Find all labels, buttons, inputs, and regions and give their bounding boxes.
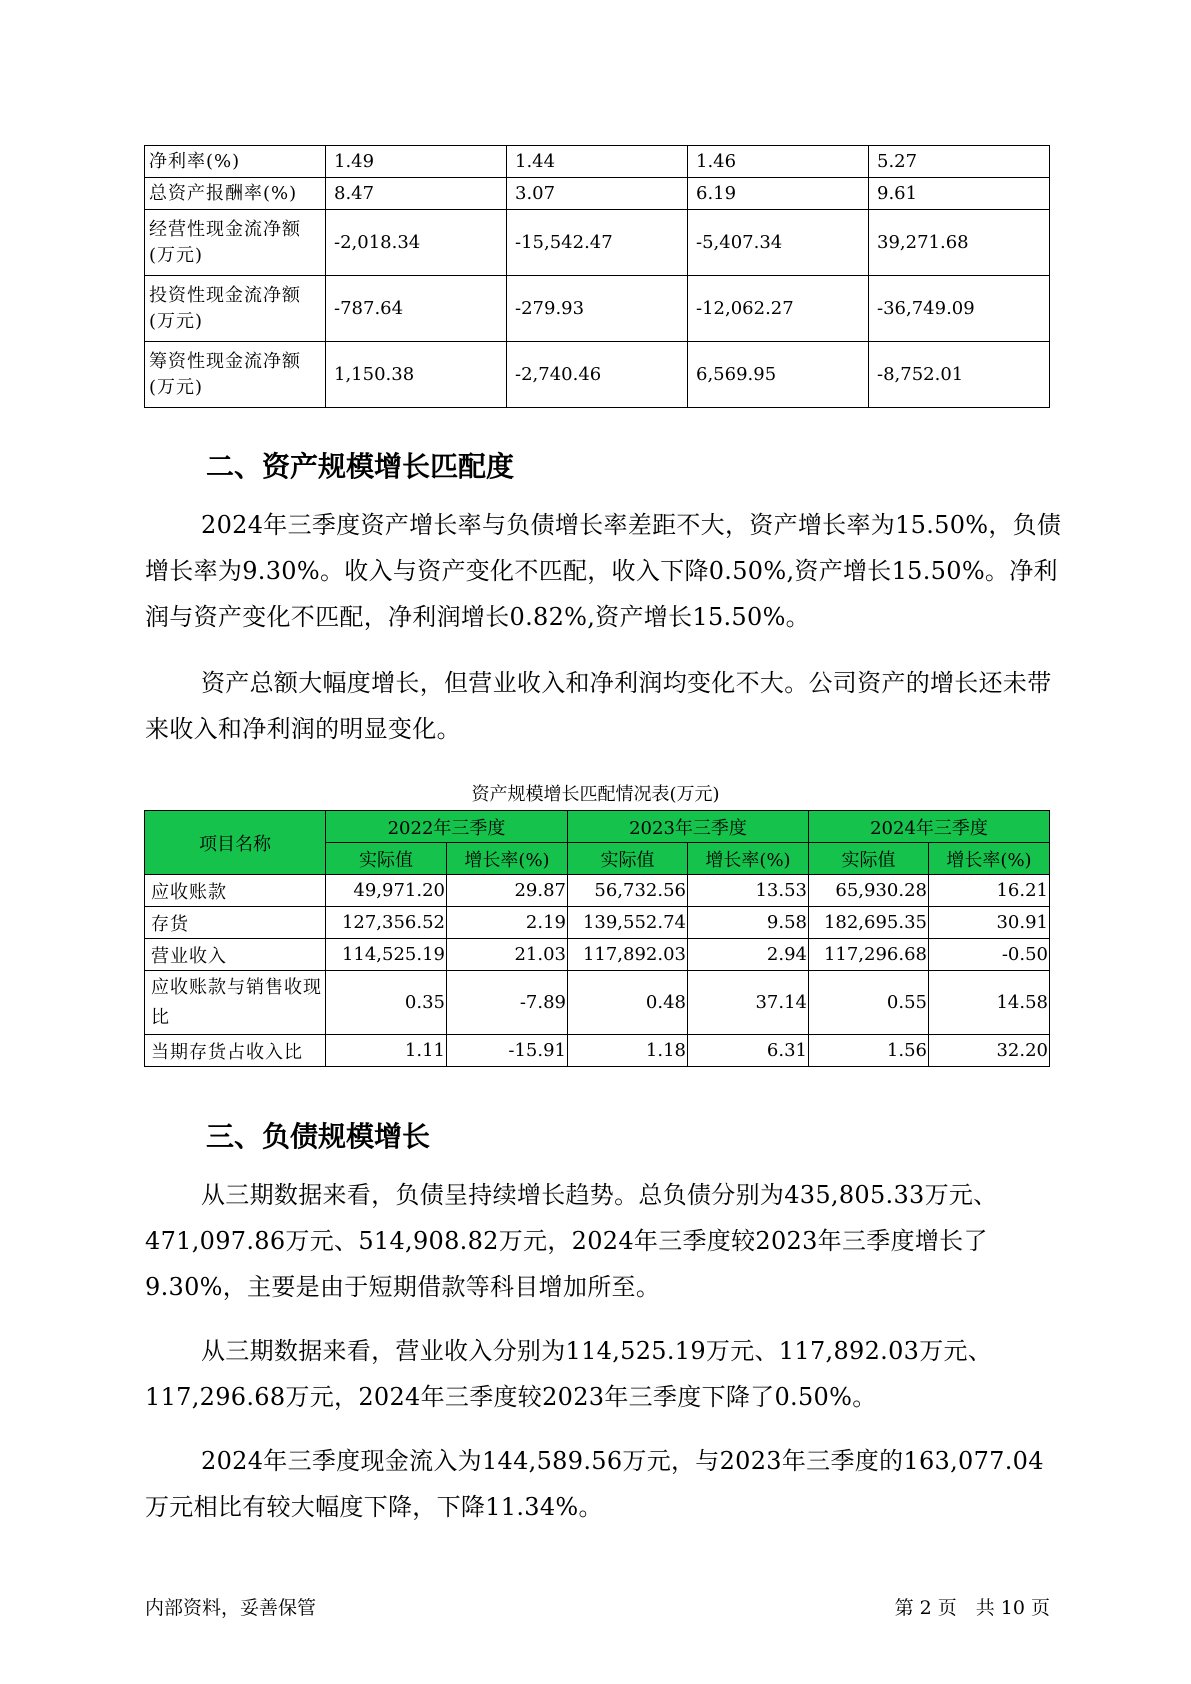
- header-row: [145, 811, 1050, 843]
- table-cell: 49,971.20: [326, 875, 447, 907]
- table-row: [145, 1035, 1050, 1067]
- table-row: [145, 276, 1050, 342]
- table-row: [145, 342, 1050, 408]
- table-cell: 1.44: [507, 146, 688, 178]
- row-label: 营业收入: [145, 939, 326, 971]
- table-cell: 2.19: [447, 907, 568, 939]
- table-cell: 13.53: [688, 875, 809, 907]
- table-row: [145, 146, 1050, 178]
- table-cell: -787.64: [326, 276, 507, 342]
- row-label: 当期存货占收入比: [145, 1035, 326, 1067]
- table-cell: 8.47: [326, 178, 507, 210]
- table-row: [145, 907, 1050, 939]
- table-row: [145, 178, 1050, 210]
- footer-page-number: 第 2 页 共 10 页: [894, 1597, 1050, 1619]
- row-label: 存货: [145, 907, 326, 939]
- section-heading: 三、负债规模增长: [206, 1120, 431, 1153]
- table-row: [145, 875, 1050, 907]
- table-cell: 9.61: [869, 178, 1050, 210]
- table-cell: 1,150.38: [326, 342, 507, 408]
- period-header: 2022年三季度: [326, 811, 568, 843]
- body-paragraph: 2024年三季度现金流入为144,589.56万元，与2023年三季度的163,077.04万元相比有较大幅度下降，下降11.34%。: [145, 1447, 1044, 1521]
- body-paragraph: 2024年三季度资产增长率与负债增长率差距不大，资产增长率为15.50%，负债增长率为9.30%。收入与资产变化不匹配，收入下降0.50%,资产增长15.50%。净利润与资产变化不匹配，净利润增长0.82%,资产增长15.50%。: [145, 511, 1062, 631]
- column-header: 实际值: [809, 843, 929, 875]
- table-cell: 65,930.28: [809, 875, 929, 907]
- table-cell: 0.48: [568, 971, 688, 1035]
- table-caption: 资产规模增长匹配情况表(万元): [471, 784, 720, 805]
- table-cell: 2.94: [688, 939, 809, 971]
- row-label: 应收账款: [145, 875, 326, 907]
- table-cell: -2,740.46: [507, 342, 688, 408]
- table-cell: -12,062.27: [688, 276, 869, 342]
- table-cell: -15,542.47: [507, 210, 688, 276]
- table-cell: 0.35: [326, 971, 447, 1035]
- table-cell: -279.93: [507, 276, 688, 342]
- column-header: 实际值: [326, 843, 447, 875]
- table-cell: 37.14: [688, 971, 809, 1035]
- table-cell: -7.89: [447, 971, 568, 1035]
- row-label: 经营性现金流净额(万元): [145, 210, 326, 276]
- row-label: 筹资性现金流净额(万元): [145, 342, 326, 408]
- financial-metrics-table: [144, 145, 1050, 408]
- table-cell: 39,271.68: [869, 210, 1050, 276]
- table-cell: -2,018.34: [326, 210, 507, 276]
- body-paragraph: 从三期数据来看，负债呈持续增长趋势。总负债分别为435,805.33万元、471,097.86万元、514,908.82万元，2024年三季度较2023年三季度增长了9.30%，主要是由于短期借款等科目增加所至。: [145, 1181, 998, 1301]
- table-cell: 1.18: [568, 1035, 688, 1067]
- table-cell: 1.49: [326, 146, 507, 178]
- table-cell: -0.50: [929, 939, 1050, 971]
- table-cell: 6,569.95: [688, 342, 869, 408]
- table-cell: 1.56: [809, 1035, 929, 1067]
- column-header: 实际值: [568, 843, 688, 875]
- table-cell: 5.27: [869, 146, 1050, 178]
- column-header: 增长率(%): [447, 843, 568, 875]
- table-cell: 29.87: [447, 875, 568, 907]
- table-cell: -15.91: [447, 1035, 568, 1067]
- table-row: [145, 971, 1050, 1035]
- table-cell: 0.55: [809, 971, 929, 1035]
- table-cell: 1.46: [688, 146, 869, 178]
- footer-confidential-note: 内部资料，妥善保管: [145, 1597, 317, 1619]
- period-header: 2023年三季度: [568, 811, 809, 843]
- table-cell: 117,892.03: [568, 939, 688, 971]
- row-label: 净利率(%): [145, 146, 326, 178]
- table-cell: 32.20: [929, 1035, 1050, 1067]
- table-cell: 182,695.35: [809, 907, 929, 939]
- table-cell: 114,525.19: [326, 939, 447, 971]
- table-cell: 117,296.68: [809, 939, 929, 971]
- row-label: 投资性现金流净额(万元): [145, 276, 326, 342]
- table-cell: 1.11: [326, 1035, 447, 1067]
- column-header: 项目名称: [145, 811, 326, 875]
- column-header: 增长率(%): [929, 843, 1050, 875]
- table-cell: 3.07: [507, 178, 688, 210]
- table-cell: 6.19: [688, 178, 869, 210]
- asset-growth-matching-table: [144, 810, 1050, 1067]
- table-cell: 30.91: [929, 907, 1050, 939]
- table-cell: 16.21: [929, 875, 1050, 907]
- table-cell: 56,732.56: [568, 875, 688, 907]
- table-cell: -8,752.01: [869, 342, 1050, 408]
- column-header: 增长率(%): [688, 843, 809, 875]
- table-cell: 6.31: [688, 1035, 809, 1067]
- section-heading: 二、资产规模增长匹配度: [206, 450, 515, 483]
- period-header: 2024年三季度: [809, 811, 1050, 843]
- table-cell: 139,552.74: [568, 907, 688, 939]
- row-label: 总资产报酬率(%): [145, 178, 326, 210]
- table-cell: -5,407.34: [688, 210, 869, 276]
- table-cell: 127,356.52: [326, 907, 447, 939]
- table-row: [145, 210, 1050, 276]
- table-cell: -36,749.09: [869, 276, 1050, 342]
- body-paragraph: 从三期数据来看，营业收入分别为114,525.19万元、117,892.03万元、117,296.68万元，2024年三季度较2023年三季度下降了0.50%。: [145, 1337, 993, 1411]
- table-cell: 14.58: [929, 971, 1050, 1035]
- table-cell: 9.58: [688, 907, 809, 939]
- table-cell: 21.03: [447, 939, 568, 971]
- table-row: [145, 939, 1050, 971]
- body-paragraph: 资产总额大幅度增长，但营业收入和净利润均变化不大。公司资产的增长还未带来收入和净利润的明显变化。: [145, 669, 1052, 743]
- row-label: 应收账款与销售收现比: [145, 971, 326, 1035]
